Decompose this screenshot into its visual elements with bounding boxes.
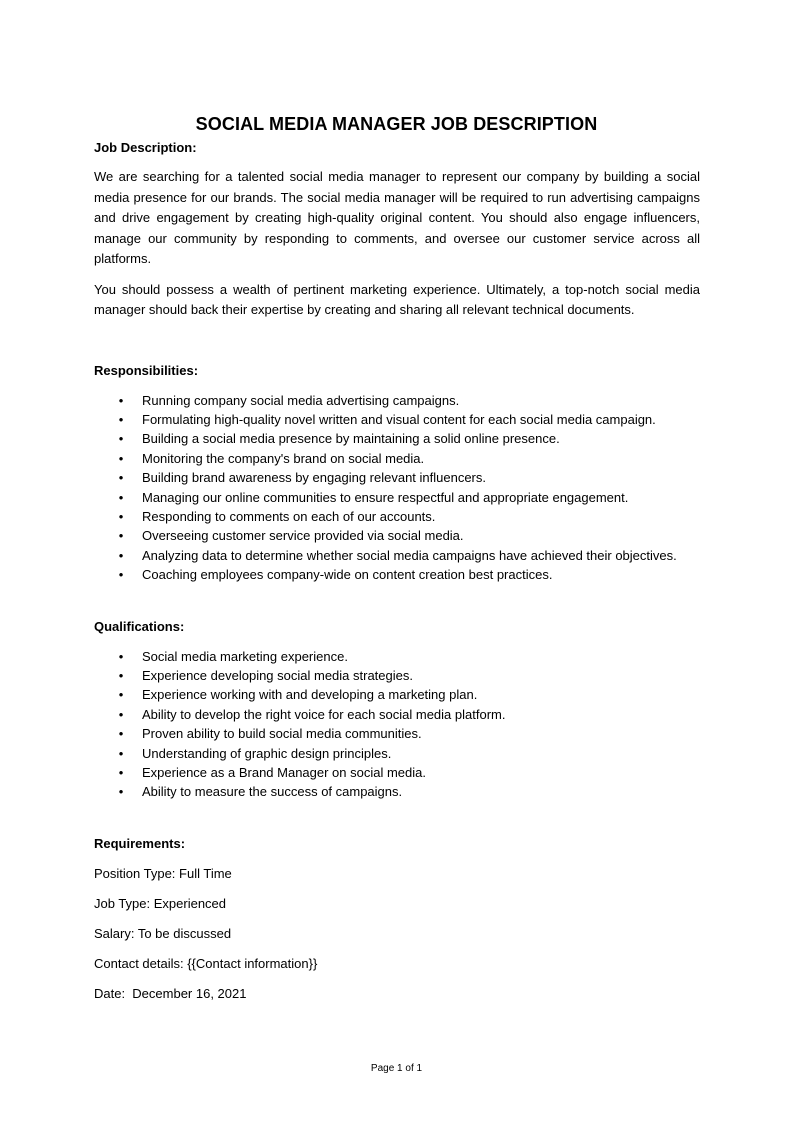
job-description-paragraph-2: You should possess a wealth of pertinent marketing experience. Ultimately, a top-notch social media manager should back their expertise by creating and sharing all relevant technical documents. [94, 281, 700, 317]
bullet-icon: • [118, 706, 124, 722]
bullet-icon: • [118, 411, 124, 427]
job-description-paragraph-1: We are searching for a talented social media manager to represent our company by building a social media presence for our brands. The social media manager will be required to run advertising campaigns and drive engagement by creating high-quality original content. You should also engage influencers, manage our community by responding to comments, and oversee our customer service across all platforms. [94, 169, 700, 266]
qualifications-list [94, 647, 700, 802]
bullet-icon: • [118, 392, 124, 408]
list-item-text: Ability to measure the success of campaigns. [142, 784, 403, 800]
list-item [94, 647, 700, 666]
bullet-icon: • [118, 745, 124, 761]
list-item-text: Proven ability to build social media communities. [142, 726, 422, 742]
bullet-icon: • [118, 667, 124, 683]
list-item-text: Experience working with and developing a marketing plan. [142, 687, 478, 703]
bullet-icon: • [118, 567, 124, 583]
contact-details: Contact details: {{Contact information}} [94, 955, 318, 971]
bullet-icon: • [118, 489, 124, 505]
list-item [94, 666, 700, 685]
list-item [94, 391, 700, 410]
requirements-heading: Requirements: [94, 835, 186, 851]
job-description-heading: Job Description: [94, 140, 197, 155]
list-item [94, 705, 700, 724]
list-item-text: Running company social media advertising campaigns. [142, 392, 460, 408]
list-item-text: Overseeing customer service provided via social media. [142, 528, 464, 544]
list-item [94, 429, 700, 448]
list-item [94, 449, 700, 468]
list-item [94, 468, 700, 487]
job-description-section [94, 138, 700, 321]
job-type: Job Type: Experienced [94, 895, 227, 911]
list-item [94, 724, 700, 743]
list-item [94, 763, 700, 782]
requirements-section [94, 834, 700, 1004]
bullet-icon: • [118, 508, 124, 524]
bullet-icon: • [118, 431, 124, 447]
bullet-icon: • [118, 687, 124, 703]
qualifications-heading: Qualifications: [94, 618, 185, 634]
list-item-text: Social media marketing experience. [142, 648, 348, 664]
list-item [94, 744, 700, 763]
list-item-text: Building a social media presence by maintaining a solid online presence. [142, 431, 560, 447]
list-item [94, 526, 700, 545]
list-item-text: Responding to comments on each of our accounts. [142, 508, 436, 524]
salary: Salary: To be discussed [94, 925, 232, 941]
list-item [94, 546, 700, 565]
bullet-icon: • [118, 765, 124, 780]
bullet-icon: • [118, 784, 124, 800]
list-item-text: Understanding of graphic design principles. [142, 745, 392, 761]
list-item-text: Formulating high-quality novel written and visual content for each social media campaign. [142, 411, 656, 427]
list-item-text: Coaching employees company-wide on content creation best practices. [142, 567, 553, 583]
bullet-icon: • [118, 726, 124, 742]
bullet-icon: • [118, 648, 124, 664]
document-title: SOCIAL MEDIA MANAGER JOB DESCRIPTION [195, 114, 598, 134]
list-item-text: Analyzing data to determine whether social media campaigns have achieved their objectives. [142, 547, 677, 563]
responsibilities-list [94, 391, 700, 585]
list-item [94, 488, 700, 507]
bullet-icon: • [118, 547, 124, 563]
bullet-icon: • [118, 528, 124, 544]
list-item-text: Experience developing social media strategies. [142, 667, 413, 683]
date: Date: December 16, 2021 [94, 985, 247, 1001]
qualifications-section [94, 617, 700, 802]
bullet-icon: • [118, 450, 124, 466]
position-type: Position Type: Full Time [94, 865, 232, 881]
responsibilities-heading: Responsibilities: [94, 362, 199, 378]
list-item-text: Experience as a Brand Manager on social media. [142, 765, 426, 780]
bullet-icon: • [118, 470, 124, 486]
list-item [94, 410, 700, 429]
list-item-text: Managing our online communities to ensure respectful and appropriate engagement. [142, 489, 629, 505]
responsibilities-section [94, 361, 700, 585]
list-item [94, 685, 700, 704]
list-item-text: Ability to develop the right voice for each social media platform. [142, 706, 506, 722]
list-item-text: Building brand awareness by engaging relevant influencers. [142, 470, 486, 486]
list-item [94, 565, 700, 584]
list-item [94, 782, 700, 801]
list-item [94, 507, 700, 526]
page-number: Page 1 of 1 [370, 1063, 423, 1074]
list-item-text: Monitoring the company's brand on social media. [142, 450, 425, 466]
document-body [94, 138, 700, 1004]
